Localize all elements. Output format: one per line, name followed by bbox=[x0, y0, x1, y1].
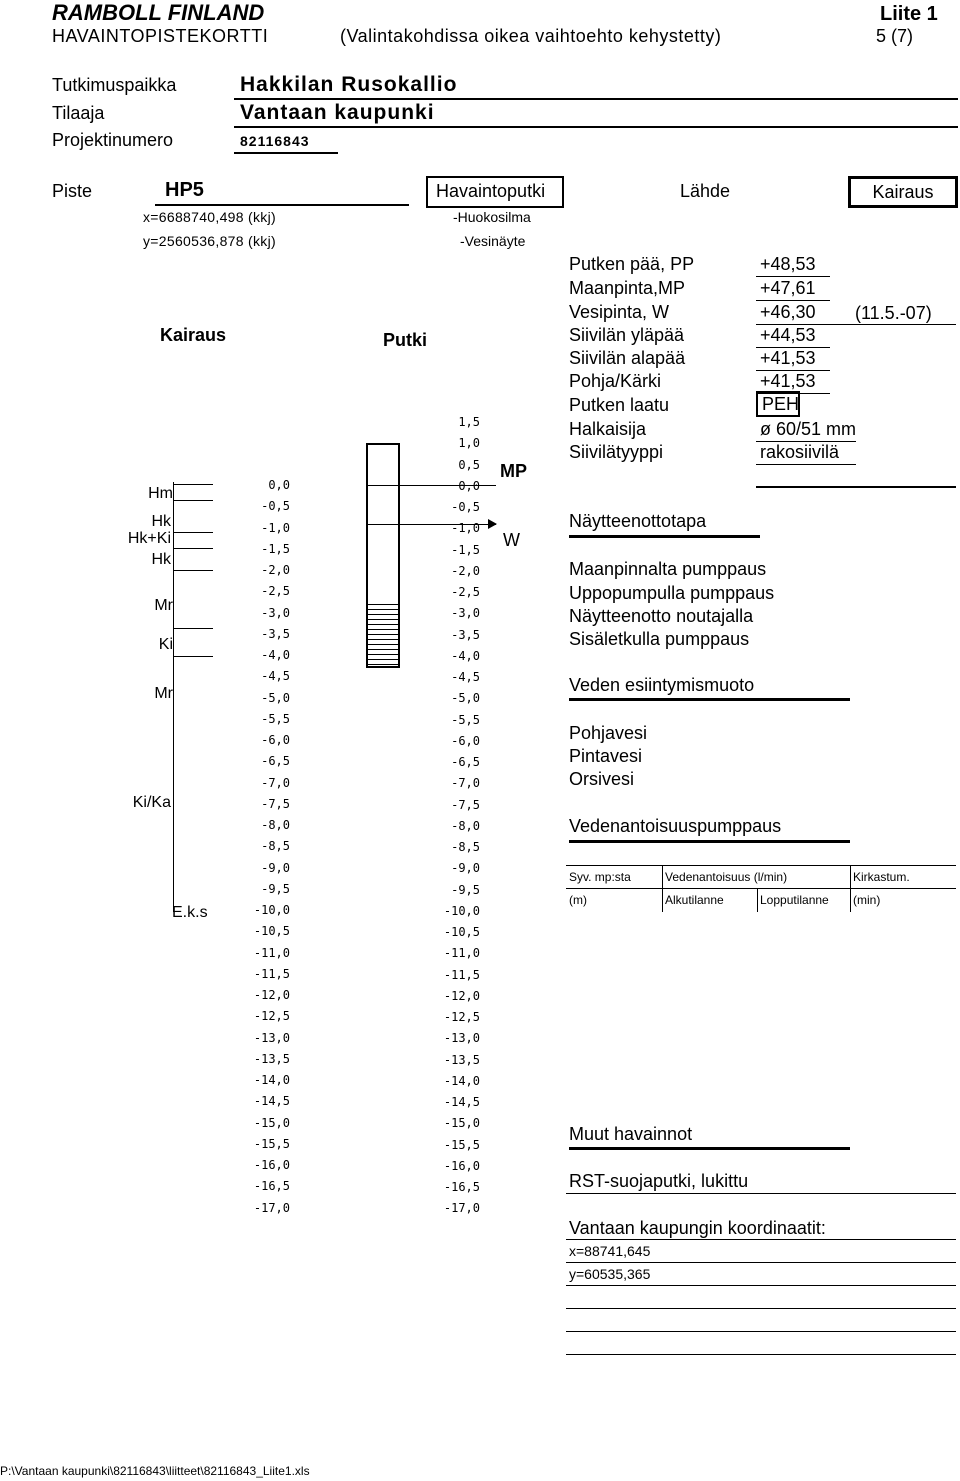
yield-table-top bbox=[566, 865, 956, 866]
water-level-line bbox=[366, 524, 496, 525]
water-level-date: (11.5.-07) bbox=[855, 303, 932, 323]
drill-depth-label: -8,5 bbox=[261, 839, 290, 854]
card-title: HAVAINTOPISTEKORTTI bbox=[52, 26, 269, 46]
end-of-sounding-label: E.k.s bbox=[172, 904, 208, 921]
drilling-heading: Kairaus bbox=[160, 325, 227, 345]
pipe-screen-section bbox=[366, 604, 400, 668]
drill-depth-label: -6,5 bbox=[261, 754, 290, 769]
pipe-depth-label: -4,5 bbox=[451, 670, 480, 684]
screen-slot-stripe bbox=[366, 604, 400, 605]
yield-col-clearing-unit: (min) bbox=[853, 893, 881, 907]
screen-slot-stripe bbox=[366, 614, 400, 615]
site-underline bbox=[234, 98, 958, 100]
sampling-underline bbox=[569, 535, 760, 538]
drill-depth-label: -15,0 bbox=[253, 1115, 290, 1130]
drill-depth-label: 0,0 bbox=[268, 478, 290, 492]
screen-slot-stripe bbox=[366, 659, 400, 660]
layer-boundary bbox=[173, 548, 213, 549]
screen-slot-stripe bbox=[366, 629, 400, 630]
pipe-info-label: Siivilän alapää bbox=[569, 348, 686, 368]
x-coordinate: x=6688740,498 (kkj) bbox=[143, 209, 276, 225]
drill-depth-label: -4,0 bbox=[261, 648, 290, 662]
option-vesinayte: -Vesinäyte bbox=[460, 233, 526, 249]
pipe-depth-label: -11,0 bbox=[443, 946, 480, 961]
pipe-info-label: Halkaisija bbox=[569, 419, 647, 439]
pipe-depth-label: -10,0 bbox=[443, 903, 480, 918]
yield-col-yield: Vedenantoisuus (l/min) bbox=[665, 870, 788, 884]
drill-depth-label: -7,0 bbox=[261, 775, 290, 790]
notes-line: RST-suojaputki, lukittu bbox=[569, 1171, 749, 1191]
ground-surface-line bbox=[366, 485, 496, 486]
client-underline bbox=[234, 126, 958, 128]
project-number-label: Projektinumero bbox=[52, 130, 174, 150]
notes-rule bbox=[566, 1193, 956, 1194]
pipe-depth-label: -0,5 bbox=[451, 500, 480, 514]
soil-layer-label: Ki/Ka bbox=[132, 794, 171, 811]
drill-depth-label: -2,5 bbox=[261, 584, 290, 599]
screen-slot-stripe bbox=[366, 644, 400, 645]
drill-depth-label: -16,0 bbox=[253, 1158, 290, 1172]
pipe-depth-label: -14,5 bbox=[443, 1095, 480, 1109]
point-type-observation-pipe: Havaintoputki bbox=[426, 176, 564, 208]
drill-depth-label: -14,0 bbox=[253, 1073, 290, 1087]
soil-layer-label: Hk+Ki bbox=[127, 530, 171, 547]
drill-depth-label: -13,5 bbox=[253, 1051, 290, 1066]
point-type-source: Lähde bbox=[680, 181, 731, 201]
drill-depth-label: -7,5 bbox=[261, 796, 290, 811]
pipe-depth-label: -13,0 bbox=[443, 1031, 480, 1046]
soil-layer-label: Hk bbox=[151, 513, 171, 530]
point-type-drilling: Kairaus bbox=[848, 176, 958, 208]
pipe-depth-label: -7,5 bbox=[451, 797, 480, 812]
yield-col-depth: Syv. mp:sta bbox=[569, 870, 631, 884]
pipe-info-value: +41,53 bbox=[760, 371, 816, 391]
pipe-depth-label: 1,5 bbox=[458, 415, 480, 429]
project-number-value: 82116843 bbox=[240, 133, 310, 149]
point-label: Piste bbox=[52, 181, 93, 201]
yield-test-heading: Vedenantoisuuspumppaus bbox=[569, 816, 782, 836]
instruction-text: (Valintakohdissa oikea vaihtoehto kehystetty) bbox=[340, 26, 722, 46]
drill-depth-label: -17,0 bbox=[253, 1200, 290, 1215]
site-label: Tutkimuspaikka bbox=[52, 75, 177, 95]
pipe-depth-label: 1,0 bbox=[458, 436, 480, 451]
layer-boundary bbox=[173, 628, 213, 629]
water-level-triangle-icon bbox=[488, 519, 497, 529]
screen-slot-stripe bbox=[366, 624, 400, 625]
drill-depth-label: -5,0 bbox=[261, 690, 290, 705]
drill-depth-label: -15,5 bbox=[253, 1136, 290, 1151]
screen-slot-stripe bbox=[366, 634, 400, 635]
layer-boundary bbox=[173, 484, 213, 485]
water-occurrence-option: Pintavesi bbox=[569, 746, 643, 766]
screen-slot-stripe bbox=[366, 639, 400, 640]
notes-line: y=60535,365 bbox=[569, 1266, 651, 1282]
drill-depth-label: -11,5 bbox=[253, 966, 290, 981]
drill-depth-label: -16,5 bbox=[253, 1179, 290, 1194]
drill-depth-label: -3,0 bbox=[261, 605, 290, 620]
pipe-depth-label: -16,0 bbox=[443, 1158, 480, 1173]
y-coordinate: y=2560536,878 (kkj) bbox=[143, 233, 276, 249]
screen-slot-stripe bbox=[366, 649, 400, 650]
water-occurrence-underline bbox=[569, 698, 850, 701]
water-occurrence-option: Pohjavesi bbox=[569, 723, 648, 743]
pipe-depth-label: -3,5 bbox=[451, 627, 480, 642]
notes-rule bbox=[566, 1308, 956, 1309]
pipe-info-label: Siivilätyyppi bbox=[569, 442, 664, 462]
screen-slot-stripe bbox=[366, 664, 400, 665]
pipe-depth-label: -10,5 bbox=[443, 925, 480, 939]
drill-depth-label: -0,5 bbox=[261, 499, 290, 514]
drill-depth-label: -1,0 bbox=[261, 520, 290, 535]
pipe-depth-label: -12,5 bbox=[443, 1010, 480, 1024]
drill-depth-label: -11,0 bbox=[253, 945, 290, 960]
layer-boundary bbox=[173, 532, 213, 533]
client-value: Vantaan kaupunki bbox=[240, 101, 435, 124]
pipe-depth-label: -14,0 bbox=[443, 1073, 480, 1088]
pipe-info-label: Vesipinta, W bbox=[569, 302, 670, 322]
pipe-info-value: +44,53 bbox=[760, 325, 816, 345]
pipe-info-label: Pohja/Kärki bbox=[569, 371, 662, 391]
pipe-depth-label: -1,5 bbox=[451, 542, 480, 557]
drill-depth-label: -9,5 bbox=[261, 881, 290, 896]
sampling-option: Sisäletkulla pumppaus bbox=[569, 629, 750, 649]
yield-col-depth-unit: (m) bbox=[569, 893, 587, 907]
pipe-depth-label: -8,5 bbox=[451, 840, 480, 854]
pipe-info-label: Siivilän yläpää bbox=[569, 325, 685, 345]
pipe-material-selected: PEH bbox=[756, 391, 800, 417]
yield-test-underline bbox=[569, 840, 850, 843]
company-name: RAMBOLL FINLAND bbox=[52, 0, 265, 25]
yield-col-clearing: Kirkastum. bbox=[853, 870, 910, 884]
drill-depth-label: -10,0 bbox=[253, 903, 290, 917]
water-occurrence-option: Orsivesi bbox=[569, 769, 635, 789]
ground-surface-marker: MP bbox=[500, 461, 527, 481]
soil-layer-label: Mr bbox=[154, 685, 173, 702]
drill-depth-label: -3,5 bbox=[261, 626, 290, 641]
yield-col-initial: Alkutilanne bbox=[665, 893, 724, 907]
pipe-depth-label: 0,0 bbox=[458, 478, 480, 493]
option-huokosilma: -Huokosilma bbox=[453, 209, 531, 225]
pipe-depth-label: -12,0 bbox=[443, 988, 480, 1003]
sampling-option: Näytteenotto noutajalla bbox=[569, 606, 754, 626]
pipe-depth-label: -15,5 bbox=[443, 1137, 480, 1152]
yield-table-mid bbox=[566, 888, 956, 889]
pipe-info-rule bbox=[756, 276, 830, 277]
pipe-depth-label: -5,5 bbox=[451, 712, 480, 727]
pipe-depth-label: -15,0 bbox=[443, 1116, 480, 1131]
notes-line: Vantaan kaupungin koordinaatit: bbox=[569, 1218, 826, 1238]
pipe-info-value: +47,61 bbox=[760, 278, 816, 298]
drill-depth-label: -2,0 bbox=[261, 563, 290, 577]
pipe-depth-label: -8,0 bbox=[451, 818, 480, 833]
drill-depth-label: -13,0 bbox=[253, 1030, 290, 1045]
notes-rule bbox=[566, 1262, 956, 1263]
pipe-info-label: Putken laatu bbox=[569, 395, 670, 415]
drill-depth-label: -9,0 bbox=[261, 860, 290, 875]
drill-depth-label: -6,0 bbox=[261, 733, 290, 747]
screen-slot-stripe bbox=[366, 619, 400, 620]
pipe-info-value: ø 60/51 mm bbox=[760, 419, 857, 439]
drill-depth-label: -4,5 bbox=[261, 669, 290, 684]
notes-heading: Muut havainnot bbox=[569, 1124, 693, 1144]
layer-boundary bbox=[173, 656, 213, 657]
pipe-depth-label: -16,5 bbox=[443, 1180, 480, 1194]
drill-depth-label: -8,0 bbox=[261, 818, 290, 832]
drill-depth-label: -14,5 bbox=[253, 1094, 290, 1109]
water-occurrence-heading: Veden esiintymismuoto bbox=[569, 675, 755, 695]
layer-boundary bbox=[173, 500, 213, 501]
pipe-depth-label: -2,5 bbox=[451, 585, 480, 599]
soil-layer-label: Mr bbox=[154, 597, 173, 614]
notes-rule bbox=[566, 1354, 956, 1355]
drill-depth-label: -12,5 bbox=[253, 1009, 290, 1024]
sampling-option: Maanpinnalta pumppaus bbox=[569, 559, 767, 579]
pipe-info-end-line bbox=[756, 486, 956, 488]
drill-depth-label: -12,0 bbox=[253, 988, 290, 1002]
point-value: HP5 bbox=[165, 179, 204, 201]
yield-col-final: Lopputilanne bbox=[760, 893, 829, 907]
notes-rule bbox=[566, 1331, 956, 1332]
pipe-info-value: +48,53 bbox=[760, 254, 816, 274]
notes-rule bbox=[566, 1239, 956, 1240]
pipe-info-rule bbox=[756, 300, 830, 301]
pipe-depth-label: -17,0 bbox=[443, 1201, 480, 1216]
pipe-depth-label: -13,5 bbox=[443, 1052, 480, 1067]
sampling-option: Uppopumpulla pumppaus bbox=[569, 583, 775, 603]
soil-layer-label: Hk bbox=[151, 551, 171, 568]
sampling-heading: Näytteenottotapa bbox=[569, 511, 707, 531]
pipe-info-label: Maanpinta,MP bbox=[569, 278, 686, 298]
pipe-depth-label: -6,0 bbox=[451, 733, 480, 748]
pipe-info-value: rakosiivilä bbox=[760, 442, 840, 462]
appendix-label: Liite 1 bbox=[880, 3, 938, 25]
drilling-depth-axis bbox=[173, 482, 174, 912]
drill-depth-label: -5,5 bbox=[261, 711, 290, 726]
page-number: 5 (7) bbox=[876, 26, 914, 46]
point-underline bbox=[155, 204, 409, 206]
client-label: Tilaaja bbox=[52, 103, 105, 123]
pipe-info-label: Putken pää, PP bbox=[569, 254, 695, 274]
pipe-info-rule bbox=[756, 464, 856, 465]
screen-slot-stripe bbox=[366, 609, 400, 610]
pipe-depth-label: 0,5 bbox=[458, 457, 480, 472]
drill-depth-label: -10,5 bbox=[253, 924, 290, 939]
pipe-depth-label: -9,5 bbox=[451, 882, 480, 897]
yield-table-divider bbox=[757, 889, 758, 912]
pipe-info-value: +41,53 bbox=[760, 348, 816, 368]
pipe-depth-label: -3,0 bbox=[451, 606, 480, 621]
notes-heading-underline bbox=[569, 1147, 850, 1150]
pipe-heading: Putki bbox=[383, 330, 428, 350]
layer-boundary bbox=[173, 570, 213, 571]
notes-rule bbox=[566, 1285, 956, 1286]
drill-depth-label: -1,5 bbox=[261, 541, 290, 556]
pipe-info-value: +46,30 bbox=[760, 302, 816, 322]
file-path: P:\Vantaan kaupunki\82116843\liitteet\82116843_Liite1.xls bbox=[0, 1464, 310, 1478]
pipe-depth-label: -4,0 bbox=[451, 648, 480, 663]
pipe-depth-label: -2,0 bbox=[451, 563, 480, 578]
pipe-depth-label: -6,5 bbox=[451, 755, 480, 769]
pipe-depth-label: -5,0 bbox=[451, 691, 480, 706]
pipe-depth-label: -9,0 bbox=[451, 861, 480, 876]
soil-layer-label: Ki bbox=[158, 636, 173, 653]
site-value: Hakkilan Rusokallio bbox=[240, 73, 458, 96]
yield-table-divider bbox=[850, 866, 851, 912]
pipe-depth-label: -11,5 bbox=[443, 967, 480, 982]
soil-layer-label: Hm bbox=[148, 485, 173, 502]
water-level-marker: W bbox=[503, 530, 520, 550]
pipe-depth-label: -1,0 bbox=[451, 521, 480, 536]
notes-line: x=88741,645 bbox=[569, 1243, 651, 1259]
screen-slot-stripe bbox=[366, 654, 400, 655]
project-number-underline bbox=[234, 152, 338, 154]
pipe-depth-label: -7,0 bbox=[451, 776, 480, 791]
yield-table-divider bbox=[662, 866, 663, 912]
